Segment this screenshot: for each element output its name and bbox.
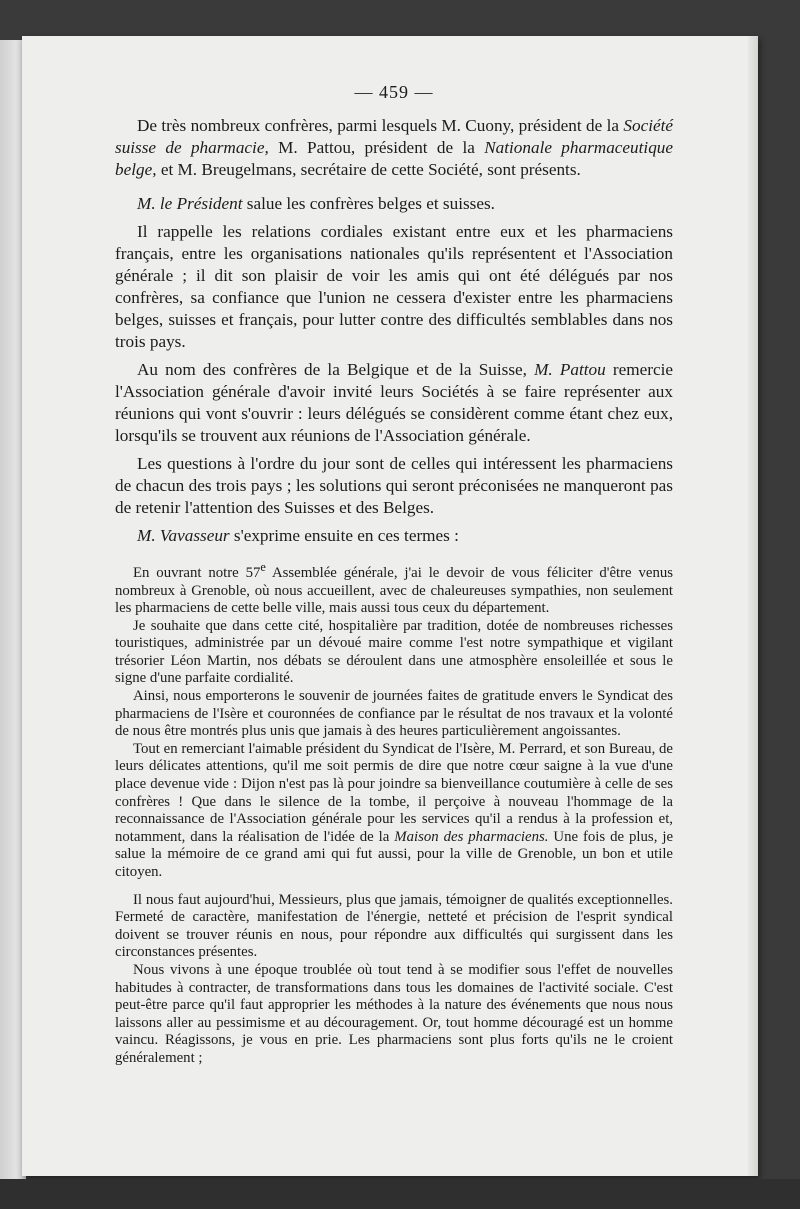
speech-paragraph-gratitude: Ainsi, nous emporterons le souvenir de journées faites de gratitude envers le Syndicat des pharmaciens de l'Isère et couronnées de confiance par le résultat de nos travaux et la volonté de nous être montrés plus unis que jamais à des heures particulièrement angoissantes. xyxy=(115,688,673,740)
italic-text: Société suisse de pharmacie, xyxy=(115,116,673,157)
text-run: salue les confrères belges et suisses. xyxy=(242,194,495,213)
italic-text: Maison des pharmaciens. xyxy=(394,828,549,845)
paragraph-attendees xyxy=(115,115,673,181)
text-run: De très nombreux confrères, parmi lesquels M. Cuony, président de la xyxy=(137,116,624,135)
scan-background xyxy=(0,1179,800,1209)
speech-paragraph-wish: Je souhaite que dans cette cité, hospitalière par tradition, dotée de nombreuses richesses touristiques, administrée par un dévoué maire comme l'est notre sympathique et vigilant trésorier Léon Martin, nos débats se déroulent dans une atmosphère ensoleillée et sous le signe d'une parfaite cordialité. xyxy=(115,617,673,687)
paragraph-agenda: Les questions à l'ordre du jour sont de celles qui intéressent les pharmaciens de chacun des trois pays ; les solutions qui seront préconisées ne manqueront pas de retenir l'attention des Suisses et des Belges. xyxy=(115,454,673,517)
speech-paragraph-tribute xyxy=(115,741,673,882)
italic-text: M. le Président xyxy=(137,194,243,213)
page-content xyxy=(115,82,673,1068)
text-run: s'exprime ensuite en ces termes : xyxy=(229,526,459,545)
text-run: et M. Breugelmans, secrétaire de cette Société, sont présents. xyxy=(156,160,581,179)
speech-paragraph-opening xyxy=(115,559,673,618)
speech-paragraph-troubled-times: Nous vivons à une époque troublée où tout tend à se modifier sous l'effet de nouvelles habitudes à contracter, de transformations dans tous les domaines de l'activité sociale. C'est peut-être parce qu'il faut approprier les méthodes à la nature des événements que nous nous laissons aller au pessimisme et au découragement. Or, tout homme découragé est un homme vaincu. Réagissons, je vous en prie. Les pharmaciens sont plus forts qu'ils ne le croient généralement ; xyxy=(115,961,673,1066)
text-run: En ouvrant notre 57 xyxy=(133,564,261,581)
paragraph-president-greeting xyxy=(115,193,673,215)
document-page xyxy=(22,36,758,1176)
page-edge-shadow xyxy=(748,36,758,1176)
italic-text: M. Pattou xyxy=(534,360,606,379)
text-run: Au nom des confrères de la Belgique et de la Suisse, xyxy=(137,360,535,379)
page-number: — 459 — xyxy=(354,82,434,102)
speech-paragraph-qualities: Il nous faut aujourd'hui, Messieurs, plus que jamais, témoigner de qualités exceptionnelles. Fermeté de caractère, manifestation de l'énergie, netteté et précision de l'esprit syndical doivent se trouver réunis en nous, pour répondre aux difficultés qui surgissent dans les circonstances présentes. xyxy=(115,891,673,961)
text-run: Tout en remerciant l'aimable président du Syndicat de l'Isère, M. Perrard, et son Bureau, de leurs délicates attentions, qu'il me soit permis de dire que notre cœur saigne à la vue d'une place devenue vide : Dijon n'est pas là pour joindre sa bienveillance coutumière à celle de ses confrères ! Que dans le silence de la tombe, il perçoive à nouveau l'hommage de la reconnaissance de l'Association générale pour les services qu'il a rendus à la profession et, notamment, dans la réalisation de l'idée de la xyxy=(115,740,673,845)
text-run: Assemblée générale, j'ai le devoir de vous féliciter d'être venus nombreux à Grenoble, où nous accueillent, avec de chaleureuses sympathies, non seulement les pharmaciens de cette belle ville, mais aussi tous ceux du département. xyxy=(115,564,674,617)
paragraph-pattou-thanks xyxy=(115,359,673,447)
text-run: remercie l'Association générale d'avoir invité leurs Sociétés à se faire représenter aux réunions qui vont s'ouvrir : leurs délégués se considèrent comme étant chez eux, lorsqu'ils se trouvent aux réunions de l'Association générale. xyxy=(115,360,673,445)
italic-text: M. Vavasseur xyxy=(137,526,230,545)
italic-text: Nationale pharmaceutique belge, xyxy=(115,138,674,179)
text-run: Une fois de plus, je salue la mémoire de ce grand ami qui fut aussi, pour la ville de Grenoble, un bon et utile citoyen. xyxy=(115,828,674,881)
paragraph-relations: Il rappelle les relations cordiales existant entre eux et les pharmaciens français, entre les organisations nationales qu'ils représentent et l'Association générale ; il dit son plaisir de voir les amis qui ont été délégués par nos confrères, sa confiance que l'union ne cessera d'exister entre les pharmaciens belges, suisses et français, pour lutter contre des difficultés semblables dans nos trois pays. xyxy=(115,222,673,351)
text-run: M. Pattou, président de la xyxy=(268,138,485,157)
paragraph-vavasseur-intro xyxy=(115,525,673,547)
superscript: e xyxy=(260,560,266,574)
